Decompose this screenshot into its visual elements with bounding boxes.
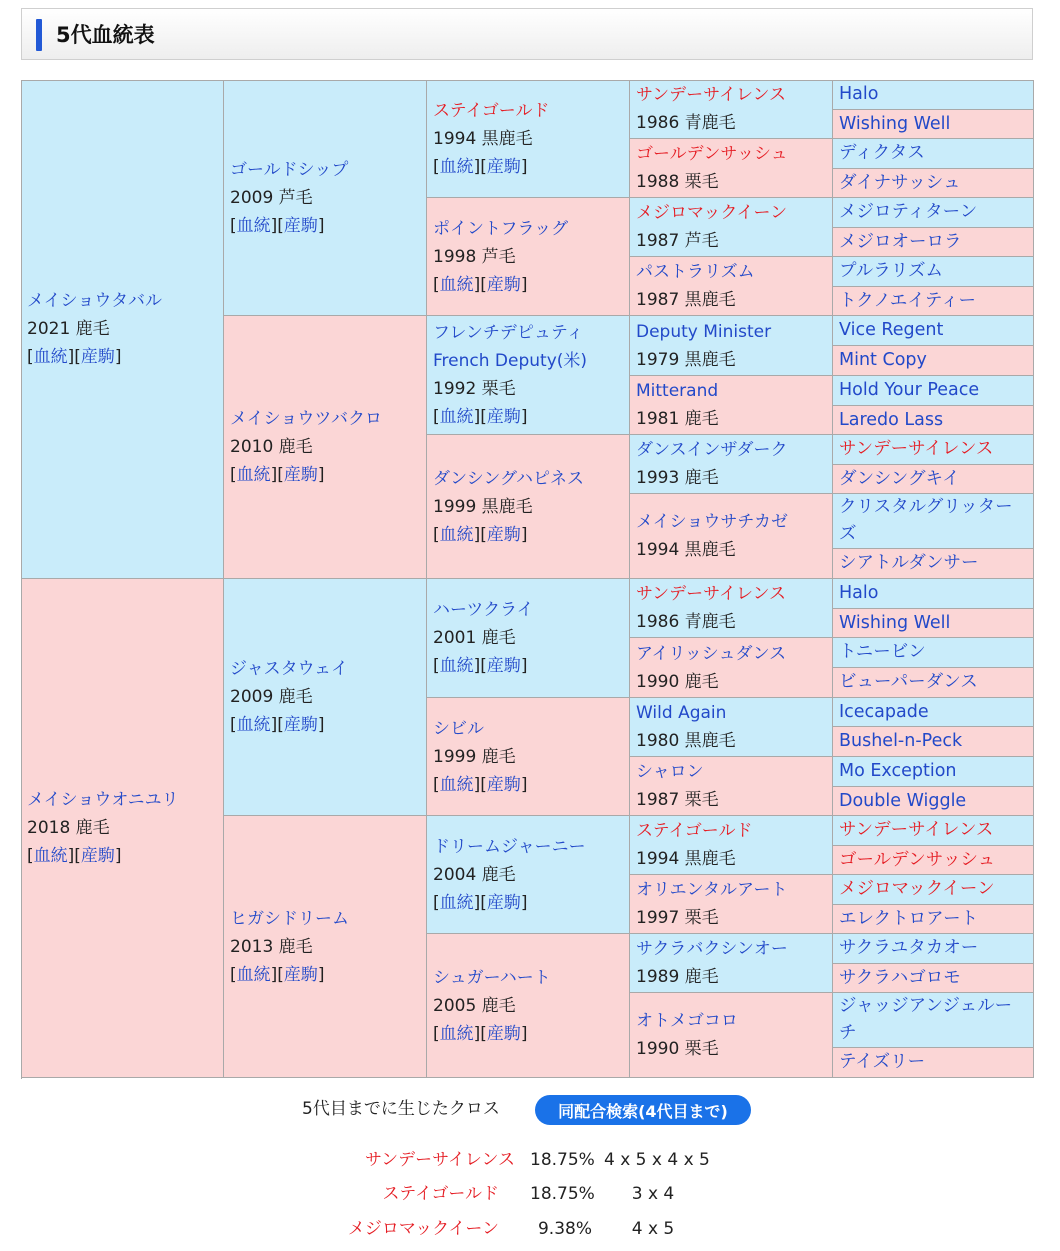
pedigree-cell-gen3-8 bbox=[427, 934, 630, 1078]
horse-info: 1994 黒鹿毛 bbox=[636, 540, 736, 560]
horse-name-link[interactable]: アイリッシュダンス bbox=[636, 643, 787, 664]
horse-info: 1998 芦毛 bbox=[433, 246, 516, 267]
pedigree-cell-gen5-3 bbox=[833, 139, 1034, 169]
horse-links: [血統][産駒] bbox=[433, 524, 528, 545]
pedigree-cell-gen5-22 bbox=[833, 727, 1034, 757]
horse-alt-name-link[interactable]: French Deputy(米) bbox=[433, 351, 588, 371]
horse-info: 2021 鹿毛 bbox=[27, 319, 110, 339]
pedigree-cell-gen5-7 bbox=[833, 257, 1034, 287]
pedigree-cell-gen4-13 bbox=[630, 816, 833, 875]
pedigree-cell-gen5-32 bbox=[833, 1048, 1034, 1078]
pedigree-cell-gen5-26 bbox=[833, 846, 1034, 875]
offspring-link[interactable]: 産駒 bbox=[283, 215, 318, 236]
horse-name-link[interactable]: Bushel-n-Peck bbox=[839, 731, 963, 751]
pedigree-cell-gen3-5 bbox=[427, 579, 630, 698]
horse-name-link[interactable]: クリスタルグリッターズ bbox=[839, 497, 1013, 544]
cross-percent: 9.38% bbox=[537, 1219, 592, 1239]
pedigree-cell-gen5-8 bbox=[833, 287, 1034, 316]
header-accent-bar bbox=[36, 19, 42, 51]
cross-percent: 18.75% bbox=[530, 1150, 595, 1170]
horse-name-link[interactable]: メイショウサチカゼ bbox=[636, 512, 788, 532]
horse-name-link[interactable]: Wishing Well bbox=[839, 612, 951, 633]
offspring-link[interactable]: 産駒 bbox=[486, 156, 521, 177]
horse-name-link[interactable]: Icecapade bbox=[839, 701, 929, 722]
pedigree-cell-gen5-9 bbox=[833, 316, 1034, 346]
horse-links: [血統][産駒] bbox=[230, 715, 325, 735]
pedigree-cell-gen5-17 bbox=[833, 579, 1034, 609]
offspring-link[interactable]: 産駒 bbox=[283, 465, 318, 485]
pedigree-link[interactable]: 血統 bbox=[439, 274, 474, 295]
horse-name-link[interactable]: トクノエイティー bbox=[839, 290, 977, 311]
pedigree-link[interactable]: 血統 bbox=[439, 524, 474, 545]
pedigree-cell-gen2-2 bbox=[224, 316, 427, 579]
horse-info: 1999 鹿毛 bbox=[433, 746, 516, 767]
offspring-link[interactable]: 産駒 bbox=[486, 1023, 521, 1044]
pedigree-cell-gen5-16 bbox=[833, 549, 1034, 579]
offspring-link[interactable]: 産駒 bbox=[80, 846, 115, 866]
horse-name-link[interactable]: ポイントフラッグ bbox=[433, 218, 569, 239]
pedigree-cell-gen5-20 bbox=[833, 668, 1034, 698]
horse-name-link[interactable]: サンデーサイレンス bbox=[636, 584, 787, 604]
horse-name-link[interactable]: Vice Regent bbox=[839, 320, 944, 340]
pedigree-link[interactable]: 血統 bbox=[439, 156, 474, 177]
pedigree-link[interactable]: 血統 bbox=[236, 964, 271, 985]
offspring-link[interactable]: 産駒 bbox=[283, 964, 318, 985]
pedigree-cell-gen5-10 bbox=[833, 346, 1034, 376]
horse-name-link[interactable]: シャロン bbox=[636, 762, 704, 782]
pedigree-cell-gen5-23 bbox=[833, 757, 1034, 787]
pedigree-cell-gen4-8 bbox=[630, 494, 833, 579]
pedigree-link[interactable]: 血統 bbox=[439, 407, 474, 427]
pedigree-cell-gen4-3 bbox=[630, 198, 833, 257]
cross-horse-name[interactable]: メジロマックイーン bbox=[347, 1219, 499, 1239]
pedigree-link[interactable]: 血統 bbox=[236, 715, 271, 735]
pedigree-link[interactable]: 血統 bbox=[439, 892, 474, 913]
pedigree-cell-gen5-13 bbox=[833, 435, 1034, 465]
horse-name-link[interactable]: シアトルダンサー bbox=[839, 553, 979, 573]
horse-links: [血統][産駒] bbox=[230, 215, 325, 236]
offspring-link[interactable]: 産駒 bbox=[80, 347, 115, 367]
horse-info: 1999 黒鹿毛 bbox=[433, 496, 533, 517]
pedigree-cell-gen4-14 bbox=[630, 875, 833, 934]
horse-name-link[interactable]: メイショウタバル bbox=[27, 291, 162, 311]
horse-name-link[interactable]: Laredo Lass bbox=[839, 409, 944, 430]
pedigree-cell-gen4-6 bbox=[630, 376, 833, 435]
horse-info: 1997 栗毛 bbox=[636, 908, 719, 928]
horse-links: [血統][産駒] bbox=[27, 846, 122, 866]
pedigree-cell-gen5-5 bbox=[833, 198, 1034, 228]
pedigree-cell-gen4-15 bbox=[630, 934, 833, 993]
horse-name-link[interactable]: オトメゴコロ bbox=[636, 1011, 738, 1031]
pedigree-cell-gen4-5 bbox=[630, 316, 833, 376]
horse-name-link[interactable]: メイショウオニユリ bbox=[27, 790, 179, 810]
horse-info: 1990 鹿毛 bbox=[636, 671, 719, 692]
pedigree-cell-gen5-27 bbox=[833, 875, 1034, 905]
section-title: 5代血統表 bbox=[56, 23, 155, 47]
horse-name-link[interactable]: フレンチデピュティ bbox=[433, 323, 584, 343]
pedigree-link[interactable]: 血統 bbox=[439, 774, 474, 795]
horse-links: [血統][産駒] bbox=[230, 465, 325, 485]
cross-pattern: 4 x 5 x 4 x 5 bbox=[604, 1150, 710, 1170]
horse-info: 1987 芦毛 bbox=[636, 231, 719, 251]
pedigree-cell-gen5-11 bbox=[833, 376, 1034, 406]
horse-name-link[interactable]: メジロマックイーン bbox=[839, 879, 995, 899]
horse-info: 1989 鹿毛 bbox=[636, 967, 719, 987]
horse-info: 1981 鹿毛 bbox=[636, 409, 719, 429]
pedigree-cell-gen2-4 bbox=[224, 816, 427, 1078]
horse-name-link[interactable]: オリエンタルアート bbox=[636, 880, 788, 900]
horse-links: [血統][産駒] bbox=[433, 774, 528, 795]
pedigree-cell-gen3-1 bbox=[427, 80, 630, 198]
horse-links: [血統][産駒] bbox=[230, 964, 325, 985]
horse-name-link[interactable]: プルラリズム bbox=[839, 261, 943, 281]
offspring-link[interactable]: 産駒 bbox=[486, 656, 521, 676]
pedigree-cell-gen1-1 bbox=[21, 80, 224, 579]
horse-name-link[interactable]: メイショウツバクロ bbox=[230, 409, 382, 429]
pedigree-cell-gen5-31 bbox=[833, 993, 1034, 1048]
horse-info: 1979 黒鹿毛 bbox=[636, 349, 736, 370]
horse-name-link[interactable]: Halo bbox=[839, 583, 879, 603]
pedigree-cell-gen4-12 bbox=[630, 757, 833, 816]
cross-pattern: 4 x 5 bbox=[631, 1219, 675, 1239]
horse-name-link[interactable]: Mint Copy bbox=[839, 350, 927, 370]
horse-info: 2010 鹿毛 bbox=[230, 437, 313, 457]
pedigree-cell-gen3-2 bbox=[427, 198, 630, 316]
pedigree-cell-gen3-4 bbox=[427, 435, 630, 579]
horse-links: [血統][産駒] bbox=[433, 656, 528, 676]
pedigree-cell-gen5-19 bbox=[833, 638, 1034, 668]
pedigree-cell-gen5-14 bbox=[833, 465, 1034, 494]
pedigree-cell-gen5-6 bbox=[833, 228, 1034, 257]
horse-name-link[interactable]: サクラハゴロモ bbox=[839, 967, 961, 988]
horse-info: 2009 鹿毛 bbox=[230, 687, 313, 707]
horse-name-link[interactable]: テイズリー bbox=[839, 1052, 926, 1072]
horse-name-link[interactable]: メジロオーロラ bbox=[839, 231, 962, 252]
pedigree-cell-gen5-15 bbox=[833, 494, 1034, 549]
horse-info: 2009 芦毛 bbox=[230, 187, 313, 208]
horse-name-link[interactable]: ゴールデンサッシュ bbox=[839, 849, 996, 870]
horse-name-link[interactable]: サンデーサイレンス bbox=[839, 820, 994, 840]
pedigree-cell-gen4-16 bbox=[630, 993, 833, 1078]
pedigree-cell-gen4-10 bbox=[630, 638, 833, 698]
horse-info: 2013 鹿毛 bbox=[230, 936, 313, 957]
offspring-link[interactable]: 産駒 bbox=[486, 774, 521, 795]
horse-info: 1987 黒鹿毛 bbox=[636, 290, 736, 310]
horse-links: [血統][産駒] bbox=[433, 274, 528, 295]
horse-name-link[interactable]: Double Wiggle bbox=[839, 790, 967, 811]
pedigree-cell-gen5-18 bbox=[833, 609, 1034, 638]
horse-info: 1993 鹿毛 bbox=[636, 468, 719, 488]
horse-name-link[interactable]: ダンシングハピネス bbox=[433, 468, 584, 489]
horse-links: [血統][産駒] bbox=[433, 892, 528, 913]
horse-info: 1994 黒鹿毛 bbox=[433, 128, 533, 149]
horse-name-link[interactable]: ジャスタウェイ bbox=[230, 659, 348, 679]
horse-name-link[interactable]: サンデーサイレンス bbox=[839, 439, 994, 459]
cross-row bbox=[0, 1146, 1060, 1174]
pedigree-cell-gen5-29 bbox=[833, 934, 1034, 964]
horse-name-link[interactable]: Wishing Well bbox=[839, 113, 951, 134]
pedigree-cell-gen2-3 bbox=[224, 579, 427, 816]
horse-name-link[interactable]: Wild Again bbox=[636, 703, 727, 723]
horse-info: 1990 栗毛 bbox=[636, 1039, 719, 1059]
horse-name-link[interactable]: メジロマックイーン bbox=[636, 203, 788, 223]
horse-name-link[interactable]: シビル bbox=[433, 718, 484, 739]
horse-links: [血統][産駒] bbox=[27, 347, 122, 367]
horse-name-link[interactable]: ジャッジアンジェルーチ bbox=[839, 996, 1013, 1043]
horse-name-link[interactable]: ステイゴールド bbox=[636, 821, 753, 841]
horse-name-link[interactable]: サクラバクシンオー bbox=[636, 939, 788, 959]
pedigree-cell-gen4-1 bbox=[630, 80, 833, 139]
pedigree-cell-gen5-28 bbox=[833, 905, 1034, 934]
pedigree-cell-gen5-25 bbox=[833, 816, 1034, 846]
horse-name-link[interactable]: ハーツクライ bbox=[433, 600, 534, 620]
pedigree-cell-gen4-2 bbox=[630, 139, 833, 198]
horse-name-link[interactable]: ゴールデンサッシュ bbox=[636, 144, 788, 164]
horse-name-link[interactable]: ステイゴールド bbox=[433, 100, 550, 121]
horse-info: 2005 鹿毛 bbox=[433, 995, 516, 1016]
cross-percent: 18.75% bbox=[530, 1184, 595, 1204]
cross-horse-name[interactable]: ステイゴールド bbox=[382, 1184, 499, 1204]
horse-name-link[interactable]: Deputy Minister bbox=[636, 321, 772, 342]
horse-name-link[interactable]: エレクトロアート bbox=[839, 908, 979, 929]
horse-name-link[interactable]: パストラリズム bbox=[636, 262, 755, 282]
pedigree-cell-gen5-2 bbox=[833, 110, 1034, 139]
cross-label: 5代目までに生じたクロス bbox=[302, 1099, 500, 1119]
horse-info: 1986 青鹿毛 bbox=[636, 612, 736, 632]
horse-name-link[interactable]: Hold Your Peace bbox=[839, 380, 980, 400]
offspring-link[interactable]: 産駒 bbox=[486, 892, 521, 913]
pedigree-cell-gen1-2 bbox=[21, 579, 224, 1078]
pedigree-link[interactable]: 血統 bbox=[439, 656, 474, 676]
horse-info: 1992 栗毛 bbox=[433, 379, 516, 399]
pedigree-cell-gen5-21 bbox=[833, 698, 1034, 727]
horse-name-link[interactable]: サクラユタカオー bbox=[839, 938, 979, 958]
pedigree-cell-gen5-1 bbox=[833, 80, 1034, 110]
horse-name-link[interactable]: サンデーサイレンス bbox=[636, 85, 787, 105]
horse-links: [血統][産駒] bbox=[433, 156, 528, 177]
cross-row bbox=[0, 1215, 1060, 1243]
horse-info: 1994 黒鹿毛 bbox=[636, 849, 736, 869]
horse-name-link[interactable]: Mo Exception bbox=[839, 761, 957, 781]
horse-info: 2018 鹿毛 bbox=[27, 818, 110, 838]
pedigree-cell-gen5-12 bbox=[833, 406, 1034, 435]
horse-name-link[interactable]: ビューパーダンス bbox=[839, 672, 978, 692]
horse-name-link[interactable]: Halo bbox=[839, 84, 879, 104]
horse-info: 1988 栗毛 bbox=[636, 172, 719, 192]
pedigree-link[interactable]: 血統 bbox=[33, 347, 68, 367]
pedigree-cell-gen4-7 bbox=[630, 435, 833, 494]
horse-info: 2001 鹿毛 bbox=[433, 628, 516, 648]
same-mating-search-button[interactable]: 同配合検索(4代目まで) bbox=[535, 1095, 751, 1125]
horse-name-link[interactable]: Mitterand bbox=[636, 381, 719, 401]
offspring-link[interactable]: 産駒 bbox=[283, 715, 318, 735]
cross-horse-name[interactable]: サンデーサイレンス bbox=[364, 1150, 515, 1170]
horse-info: 1987 栗毛 bbox=[636, 790, 719, 810]
pedigree-cell-gen3-7 bbox=[427, 816, 630, 934]
horse-name-link[interactable]: ゴールドシップ bbox=[230, 159, 349, 180]
horse-name-link[interactable]: トニービン bbox=[839, 642, 926, 662]
pedigree-link[interactable]: 血統 bbox=[33, 846, 68, 866]
section-header bbox=[21, 8, 1033, 60]
horse-name-link[interactable]: ダイナサッシュ bbox=[839, 172, 961, 193]
horse-info: 1986 青鹿毛 bbox=[636, 113, 736, 133]
offspring-link[interactable]: 産駒 bbox=[486, 524, 521, 545]
horse-name-link[interactable]: ディクタス bbox=[839, 143, 925, 163]
horse-name-link[interactable]: ヒガシドリーム bbox=[230, 908, 349, 929]
pedigree-cell-gen4-9 bbox=[630, 579, 833, 638]
offspring-link[interactable]: 産駒 bbox=[486, 407, 521, 427]
horse-info: 1980 黒鹿毛 bbox=[636, 731, 736, 751]
horse-links: [血統][産駒] bbox=[433, 407, 528, 427]
horse-name-link[interactable]: メジロティターン bbox=[839, 202, 978, 222]
pedigree-link[interactable]: 血統 bbox=[236, 465, 271, 485]
pedigree-link[interactable]: 血統 bbox=[439, 1023, 474, 1044]
horse-name-link[interactable]: ダンスインザダーク bbox=[636, 440, 788, 460]
cross-pattern: 3 x 4 bbox=[631, 1184, 675, 1204]
pedigree-cell-gen4-4 bbox=[630, 257, 833, 316]
pedigree-link[interactable]: 血統 bbox=[236, 215, 271, 236]
offspring-link[interactable]: 産駒 bbox=[486, 274, 521, 295]
pedigree-cell-gen4-11 bbox=[630, 698, 833, 757]
horse-name-link[interactable]: シュガーハート bbox=[433, 967, 551, 988]
pedigree-cell-gen2-1 bbox=[224, 80, 427, 316]
horse-links: [血統][産駒] bbox=[433, 1023, 528, 1044]
horse-name-link[interactable]: ダンシングキイ bbox=[839, 468, 960, 489]
pedigree-cell-gen3-3 bbox=[427, 316, 630, 435]
pedigree-cell-gen5-24 bbox=[833, 787, 1034, 816]
pedigree-cell-gen5-4 bbox=[833, 169, 1034, 198]
cross-row bbox=[0, 1180, 1060, 1208]
pedigree-cell-gen3-6 bbox=[427, 698, 630, 816]
horse-name-link[interactable]: ドリームジャーニー bbox=[433, 836, 586, 857]
horse-info: 2004 鹿毛 bbox=[433, 864, 516, 885]
pedigree-cell-gen5-30 bbox=[833, 964, 1034, 993]
